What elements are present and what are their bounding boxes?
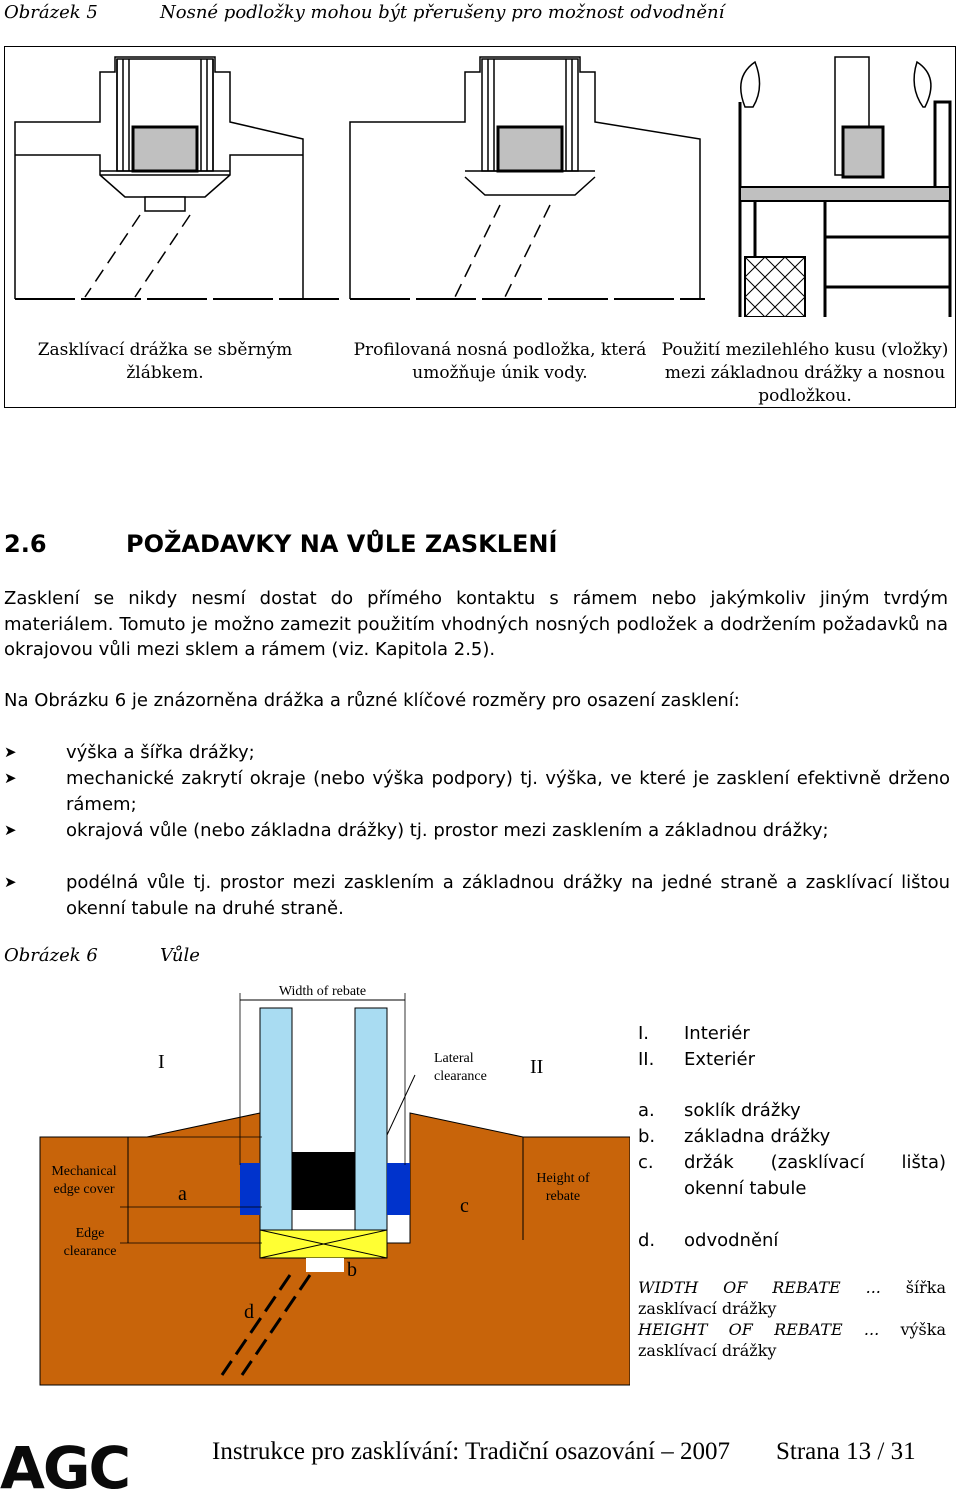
definition-height [638,1319,946,1361]
width-of-rebate-label: Width of rebate [278,984,367,999]
figure6-title: Vůle [160,945,200,966]
legend-key: c. [638,1152,654,1173]
definition-text: výška zasklívací drážky [638,1320,946,1360]
bullet-text: mechanické zakrytí okraje (nebo výška podpory) tj. výška, ve které je zasklení efektivně drženo rámem; [66,768,950,815]
legend-key: d. [638,1230,656,1251]
zone-I-label: I [158,1051,165,1073]
height-of-rebate-label: Height of rebate [536,1171,590,1204]
glass-pane-exterior [355,1008,387,1243]
definition-sep: ... [865,1278,881,1297]
legend-key: b. [638,1126,656,1147]
section-number: 2.6 [4,530,47,558]
edge-clearance-label: Edge clearance [63,1226,117,1259]
paragraph-1: Zasklení se nikdy nesmí dostat do přímého kontaktu s rámem nebo jakýmkoliv jiným tvrdým materiálem. Tomuto je možno zamezit použitím vhodných nosných podložek a dodržením požadavků na okrajovou vůli mezi sklem a rámem (viz. Kapitola 2.5). [4,588,948,660]
figure5-title: Nosné podložky mohou být přerušeny pro možnost odvodnění [160,2,725,23]
figure5-drawings [5,47,955,317]
definition-term: WIDTH OF REBATE [638,1278,841,1297]
label-c: c [460,1195,469,1217]
legend-zone-text: Exteriér [684,1049,756,1070]
list-item [4,766,948,817]
spacer-seal [292,1152,355,1210]
definition-width [638,1277,946,1319]
legend-zone [638,1021,649,1047]
bullet-text: okrajová vůle (nebo základna drážky) tj. prostor mezi zasklením a základnou drážky; [66,820,829,841]
figure5-caption-2: Profilovaná nosná podložka, která umožňuje únik vody. [353,340,647,383]
figure6-diagram [0,975,630,1395]
figure6-label: Obrázek 6 [4,945,98,966]
arrow-bullet-icon: ➤ [4,743,17,761]
label-a: a [178,1183,187,1205]
glass-pane-interior [260,1008,292,1243]
rebate-drawing-1 [15,57,343,299]
paragraph-2: Na Obrázku 6 je znázorněna drážka a různé klíčové rozměry pro osazení zasklení: [4,690,740,711]
figure5-caption-3: Použití mezilehlého kusu (vložky) mezi základnou drážky a nosnou podložkou. [661,340,949,406]
list-item [4,740,948,766]
definition-term: HEIGHT OF REBATE [638,1320,843,1339]
legend-item-text: držák (zasklívací lišta) okenní tabule [684,1152,946,1199]
bullet-list [4,740,948,920]
rebate-drawing-2 [350,57,705,299]
gasket-exterior [387,1163,410,1215]
arrow-bullet-icon: ➤ [4,769,17,787]
list-item [4,870,948,921]
legend-key: II. [638,1049,655,1070]
footer-text: Instrukce pro zasklívání: Tradiční osazování – 2007 [212,1438,730,1465]
mechanical-edge-cover-label: Mechanical edge cover [51,1164,117,1197]
legend-zone [638,1047,654,1073]
legend-item-text: základna drážky [684,1126,831,1147]
figure5-box [4,46,956,408]
figure5-caption-1: Zasklívací drážka se sběrným žlábkem. [37,340,293,383]
label-d: d [244,1301,254,1323]
bullet-text: podélná vůle tj. prostor mezi zasklením a základnou drážky na jedné straně a zasklívací lištou okenní tabule na druhé straně. [66,872,950,919]
bullet-text: výška a šířka drážky; [66,742,255,763]
legend-key: I. [638,1023,650,1044]
legend-key: a. [638,1100,655,1121]
rebate-drawing-3 [740,57,950,317]
lateral-clearance-label: Lateral clearance [434,1051,487,1084]
section-title: POŽADAVKY NA VŮLE ZASKLENÍ [126,530,558,558]
legend-item-text: soklík drážky [684,1100,801,1121]
zone-II-label: II [530,1056,544,1078]
footer-page-number: Strana 13 / 31 [776,1438,916,1465]
legend-zone-text: Interiér [684,1023,750,1044]
label-b: b [347,1259,357,1281]
arrow-bullet-icon: ➤ [4,821,17,839]
drainage-slot [306,1258,344,1272]
list-item [4,818,948,869]
legend-item-text: odvodnění [684,1230,779,1251]
definition-text: šířka zasklívací drážky [638,1278,946,1318]
agc-logo: AGC [0,1434,130,1502]
definition-sep: ... [863,1320,880,1339]
figure5-label: Obrázek 5 [4,2,98,23]
figure6-legend [638,1021,948,1381]
arrow-bullet-icon: ➤ [4,873,17,891]
